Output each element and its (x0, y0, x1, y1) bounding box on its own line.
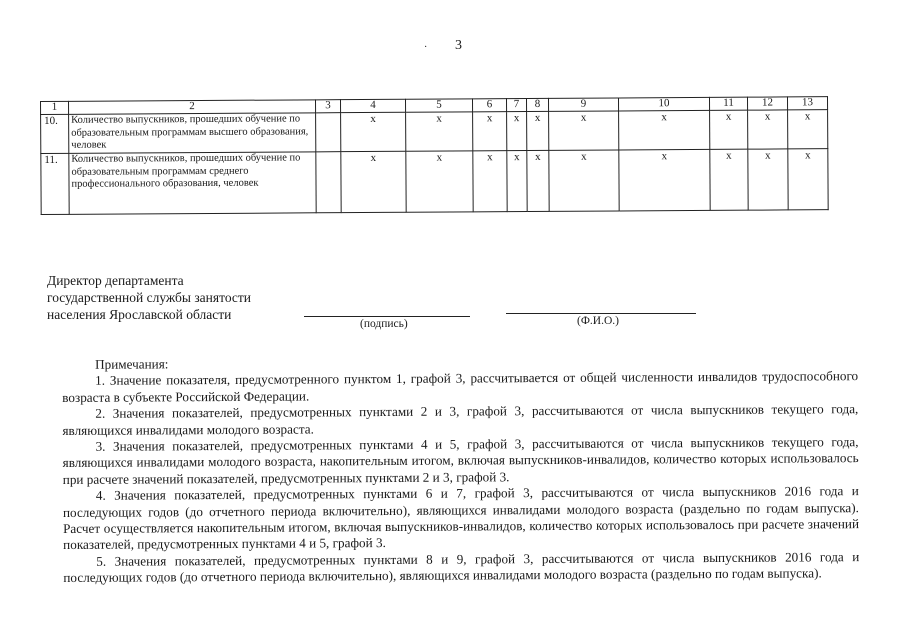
mark-cell: x (473, 112, 507, 151)
position-line: государственной службы занятости (47, 290, 252, 305)
scan-dot: · (424, 42, 428, 53)
row-index: 10. (41, 114, 69, 153)
col-number: 9 (548, 98, 618, 111)
col-number: 6 (472, 99, 506, 112)
mark-cell: x (788, 149, 828, 210)
col-number: 13 (787, 97, 827, 110)
col-number: 11 (709, 97, 747, 110)
mark-cell: x (619, 110, 710, 150)
value-cell (316, 113, 341, 152)
mark-cell: x (507, 112, 527, 151)
mark-cell: x (710, 110, 748, 149)
col-number: 8 (526, 98, 548, 111)
note-item: 4. Значения показателей, предусмотренных пунктами 6 и 7, графой 3, рассчитываются от числа выпускников 2016 года и последующих годов (до отчетного периода включительно), являющихся инвалидами молодого возраста (раздельно по годам выпуска). Расчет осуществляется накопительным итогом, включая выпускников-инвалидов, количество которых использовалось при расчете значений показателей, предусмотренных пунктами 4 и 5, графой 3. (62, 483, 860, 553)
note-item: 5. Значения показателей, предусмотренных пунктами 8 и 9, графой 3, рассчитываются от числа выпускников 2016 года и последующих годов (до отчетного периода включительно), являющихся инвалидами молодого возраста (раздельно по годам выпуска). (63, 549, 860, 586)
row-description: Количество выпускников, прошедших обучение по образовательным программам среднего профессионального образования, человек (69, 152, 316, 215)
col-number: 3 (315, 100, 340, 113)
name-line (506, 313, 696, 314)
col-number: 5 (405, 99, 472, 112)
col-number: 4 (340, 99, 405, 112)
note-item: 2. Значения показателей, предусмотренных пунктами 2 и 3, графой 3, рассчитываются от числа выпускников текущего года, являющихся инвалидами молодого возраста. (62, 401, 859, 438)
signatory-position (47, 272, 251, 323)
mark-cell: x (549, 111, 619, 150)
col-number: 2 (69, 100, 316, 115)
mark-cell: x (748, 149, 788, 210)
indicators-table (40, 96, 829, 215)
table-row (41, 110, 828, 154)
mark-cell: x (710, 149, 748, 210)
notes-heading: Примечания: (94, 356, 169, 372)
row-description: Количество выпускников, прошедших обучение по образовательным программам высшего образования, человек (69, 113, 316, 154)
signature-line (304, 316, 470, 317)
position-line: Директор департамента (47, 273, 184, 288)
row-index: 11. (41, 153, 69, 214)
mark-cell: x (549, 150, 619, 211)
col-number: 1 (41, 101, 69, 114)
table-row (41, 149, 828, 215)
notes-section (62, 352, 859, 587)
note-item: 3. Значения показателей, предусмотренных пунктами 4 и 5, графой 3, рассчитываются от числа выпускников текущего года, являющихся инвалидами молодого возраста, накопительным итогом, включая выпускников-инвалидов, количество которых использовалось при расчете значений показателей, предусмотренных пунктами 2 и 3, графой 3. (62, 434, 859, 487)
col-number: 10 (618, 97, 709, 111)
signature-caption: (подпись) (360, 318, 408, 330)
mark-cell: x (527, 150, 549, 211)
mark-cell: x (406, 151, 473, 212)
mark-cell: x (341, 151, 406, 212)
value-cell (316, 152, 341, 213)
col-number: 7 (506, 99, 526, 112)
page-number: 3 (455, 38, 462, 53)
note-item: 1. Значение показателя, предусмотренного пунктом 1, графой 3, рассчитывается от общей численности инвалидов трудоспособного возраста в субъекте Российской Федерации. (62, 368, 859, 405)
mark-cell: x (473, 151, 507, 212)
position-line: населения Ярославской области (47, 307, 232, 322)
mark-cell: x (406, 112, 473, 151)
mark-cell: x (748, 110, 788, 149)
col-number: 12 (747, 97, 787, 110)
mark-cell: x (788, 110, 828, 149)
mark-cell: x (619, 149, 710, 211)
name-caption: (Ф.И.О.) (577, 315, 619, 327)
mark-cell: x (507, 151, 527, 212)
mark-cell: x (527, 111, 549, 150)
mark-cell: x (341, 112, 406, 151)
